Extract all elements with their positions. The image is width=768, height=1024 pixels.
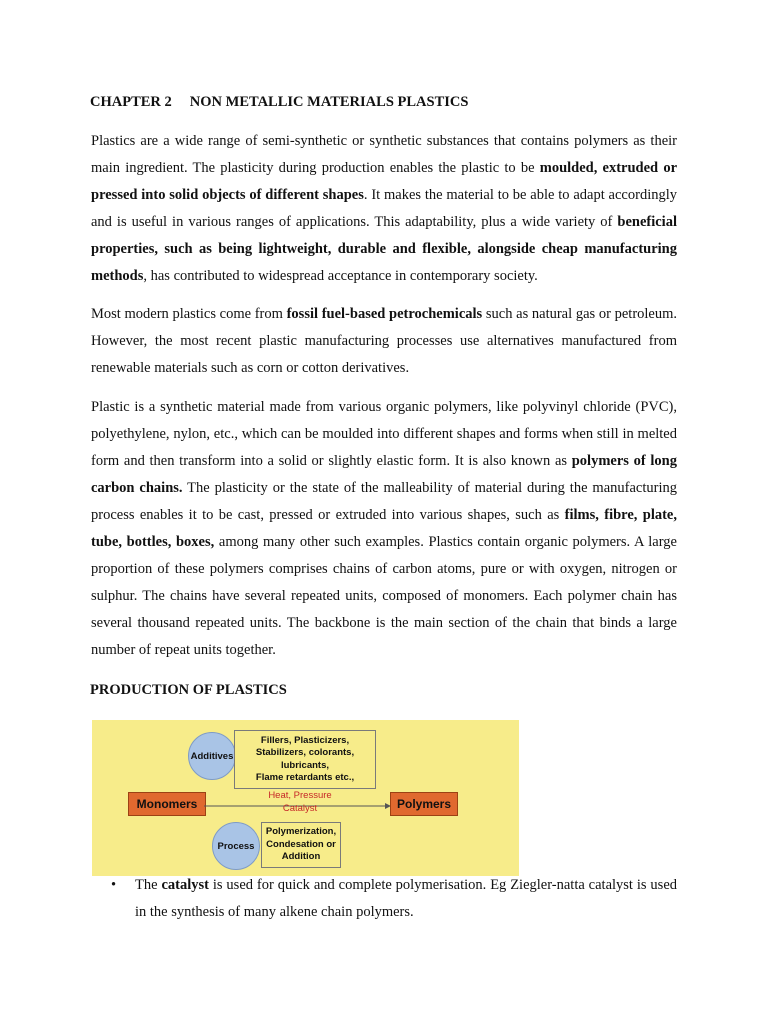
additives-list-item: Flame retardants etc., — [255, 772, 355, 783]
text-run: Plastic is a synthetic material made from various organic polymers, like polyvinyl chloride (PVC), polyethylene, nylon, etc., which can be moulded into different shapes and forms when still in melted form and then transform into a solid or slightly elastic form. It is also known as — [91, 399, 677, 469]
text-run: . It makes the material to be able to adapt accordingly and is useful in various ranges of applications. This adaptability, plus a wide variety of — [91, 187, 678, 230]
section-heading-production: PRODUCTION OF PLASTICS — [90, 682, 287, 698]
bold-run: beneficial properties, such as being lightweight, durable and flexible, alongside cheap manufacturing methods — [91, 214, 677, 284]
additives-list-item: Fillers, Plasticizers, — [260, 734, 350, 746]
bullet-catalyst — [135, 872, 677, 926]
condition-catalyst: Catalyst — [282, 802, 318, 814]
paragraph-plastics-intro — [91, 128, 677, 290]
paragraph-plastics-sources — [91, 301, 677, 382]
text-run: Most modern plastics come from — [91, 306, 287, 322]
bold-run: catalyst — [161, 877, 209, 893]
bold-run: moulded, extruded or pressed into solid objects of different shapes — [91, 160, 678, 203]
additives-circle: Additives — [188, 732, 236, 780]
process-list-item: Addition — [281, 851, 321, 863]
text-run: , has contributed to widespread acceptance in contemporary society. — [143, 268, 538, 284]
bold-run: films, fibre, plate, tube, bottles, boxes, — [91, 507, 677, 550]
text-run: Plastics are a wide range of semi-synthetic or synthetic substances that contains polymers as their main ingredient. The plasticity during production enables the plastic to be — [91, 133, 677, 176]
bold-run: fossil fuel-based petrochemicals — [286, 306, 483, 322]
chapter-heading — [90, 94, 468, 111]
process-list-box — [261, 822, 341, 868]
production-diagram — [92, 720, 519, 876]
chapter-number: CHAPTER 2 — [90, 94, 172, 110]
text-run: The — [135, 877, 162, 893]
text-run: is used for quick and complete polymerisation. Eg Ziegler-natta catalyst is used in the synthesis of many alkene chain polymers. — [135, 877, 677, 920]
text-run: among many other such examples. Plastics contain organic polymers. A large proportion of these polymers comprises chains of carbon atoms, pure or with oxygen, nitrogen or sulphur. The chains have several repeated units, composed of monomers. Each polymer chain has several thousand repeated units. The backbone is the main section of the chain that binds a large number of repeat units together. — [91, 534, 677, 658]
additives-list-item: lubricants, — [280, 759, 330, 771]
chapter-title: NON METALLIC MATERIALS PLASTICS — [189, 94, 469, 110]
bullet-marker: • — [111, 877, 117, 893]
text-run: such as natural gas or petroleum. However, the most recent plastic manufacturing processes use alternatives manufactured from renewable materials such as corn or cotton derivatives. — [91, 306, 678, 376]
process-list-item: Polymerization, — [265, 826, 337, 838]
process-list-item: Condesation or — [266, 838, 336, 850]
paragraph-plastics-polymers — [91, 394, 677, 664]
bold-run: polymers of long carbon chains. — [91, 453, 677, 496]
additives-list-item: Stabilizers, colorants, — [255, 747, 355, 758]
process-circle: Process — [212, 822, 260, 870]
text-run: The plasticity or the state of the malleability of material during the manufacturing process enables it to be cast, pressed or extruded into various shapes, such as — [91, 480, 677, 523]
reaction-conditions — [262, 790, 338, 815]
polymers-box: Polymers — [390, 792, 458, 816]
condition-heat-pressure: Heat, Pressure — [268, 790, 332, 801]
monomers-box: Monomers — [128, 792, 206, 816]
additives-list-box — [234, 730, 376, 789]
